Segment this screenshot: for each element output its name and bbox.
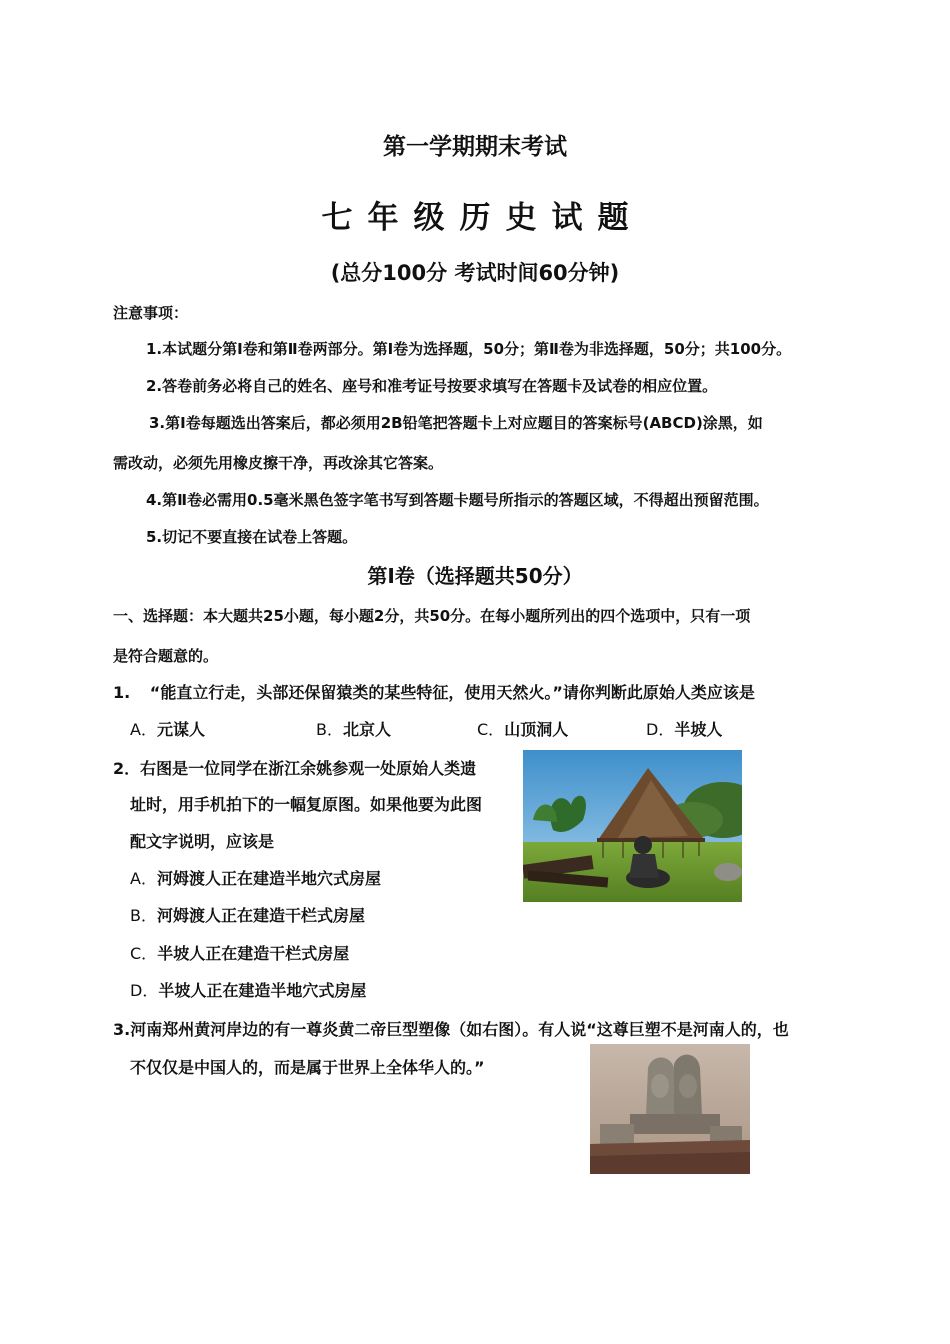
option-letter: B． <box>130 906 157 925</box>
section-instruction-line2: 是符合题意的。 <box>113 647 219 665</box>
section-instruction-line1: 一、选择题：本大题共25小题，每小题2分，共50分。在每小题所列出的四个选项中，只有一项 <box>113 607 751 625</box>
option-letter: D． <box>646 720 675 739</box>
hemudu-site-photo <box>523 750 742 902</box>
option-letter: C． <box>130 944 158 963</box>
question-1 <box>113 680 755 703</box>
option-text: 半坡人正在建造干栏式房屋 <box>157 944 350 963</box>
q2-stem-line1: 2．右图是一位同学在浙江余姚参观一处原始人类遗 <box>113 759 477 778</box>
q2-option-a <box>130 866 381 889</box>
q2-stem-line2: 址时，用手机拍下的一幅复原图。如果他要为此图 <box>130 795 483 814</box>
question-stem: “能直立行走，头部还保留猿类的某些特征，使用天然火。”请你判断此原始人类应该是 <box>149 683 755 702</box>
option-text: 元谋人 <box>156 720 205 739</box>
exam-title: 第一学期期末考试 <box>383 134 567 160</box>
option-letter: A． <box>130 869 157 888</box>
q2-option-c <box>130 941 349 964</box>
notice-heading: 注意事项： <box>113 304 189 322</box>
question-number: 1. <box>113 683 131 702</box>
notice-item-4: 4.第Ⅱ卷必需用0.5毫米黑色签字笔书写到答题卡题号所指示的答题区域，不得超出预留范围。 <box>146 491 769 509</box>
q1-option-d <box>646 717 722 740</box>
q3-stem-line1: 3.河南郑州黄河岸边的有一尊炎黄二帝巨型塑像（如右图）。有人说“这尊巨塑不是河南人的，也 <box>113 1020 789 1039</box>
option-text: 半坡人 <box>674 720 723 739</box>
option-text: 山顶洞人 <box>504 720 569 739</box>
option-letter: C． <box>477 720 505 739</box>
option-text: 半坡人正在建造半地穴式房屋 <box>158 981 367 1000</box>
notice-item-5: 5.切记不要直接在试卷上答题。 <box>146 528 358 546</box>
option-letter: D． <box>130 981 159 1000</box>
q2-stem-line3: 配文字说明，应该是 <box>130 832 275 851</box>
q3-stem-line2: 不仅仅是中国人的，而是属于世界上全体华人的。” <box>130 1058 485 1077</box>
q1-option-a <box>130 717 205 740</box>
q1-option-b <box>316 717 391 740</box>
yanhuang-statue-photo <box>590 1044 750 1174</box>
notice-item-3: 3.第Ⅰ卷每题选出答案后，都必须用2B铅笔把答题卡上对应题目的答案标号(ABCD)涂黑，如 <box>149 414 763 432</box>
notice-item-2: 2.答卷前务必将自己的姓名、座号和准考证号按要求填写在答题卡及试卷的相应位置。 <box>146 377 718 395</box>
option-text: 河姆渡人正在建造干栏式房屋 <box>156 906 365 925</box>
option-text: 河姆渡人正在建造半地穴式房屋 <box>156 869 381 888</box>
subject-title: 七年级历史试题 <box>321 200 644 236</box>
notice-item-3-continued: 需改动，必须先用橡皮擦干净，再改涂其它答案。 <box>113 454 444 472</box>
q2-option-d <box>130 978 366 1001</box>
option-text: 北京人 <box>342 720 391 739</box>
score-info: (总分100分 考试时间60分钟) <box>330 261 620 285</box>
option-letter: B． <box>316 720 343 739</box>
option-letter: A． <box>130 720 157 739</box>
q1-option-c <box>477 717 568 740</box>
section-title: 第Ⅰ卷（选择题共50分） <box>367 564 583 588</box>
notice-item-1: 1.本试题分第Ⅰ卷和第Ⅱ卷两部分。第Ⅰ卷为选择题，50分；第Ⅱ卷为非选择题，50分；共100分。 <box>146 340 792 358</box>
q2-option-b <box>130 903 365 926</box>
